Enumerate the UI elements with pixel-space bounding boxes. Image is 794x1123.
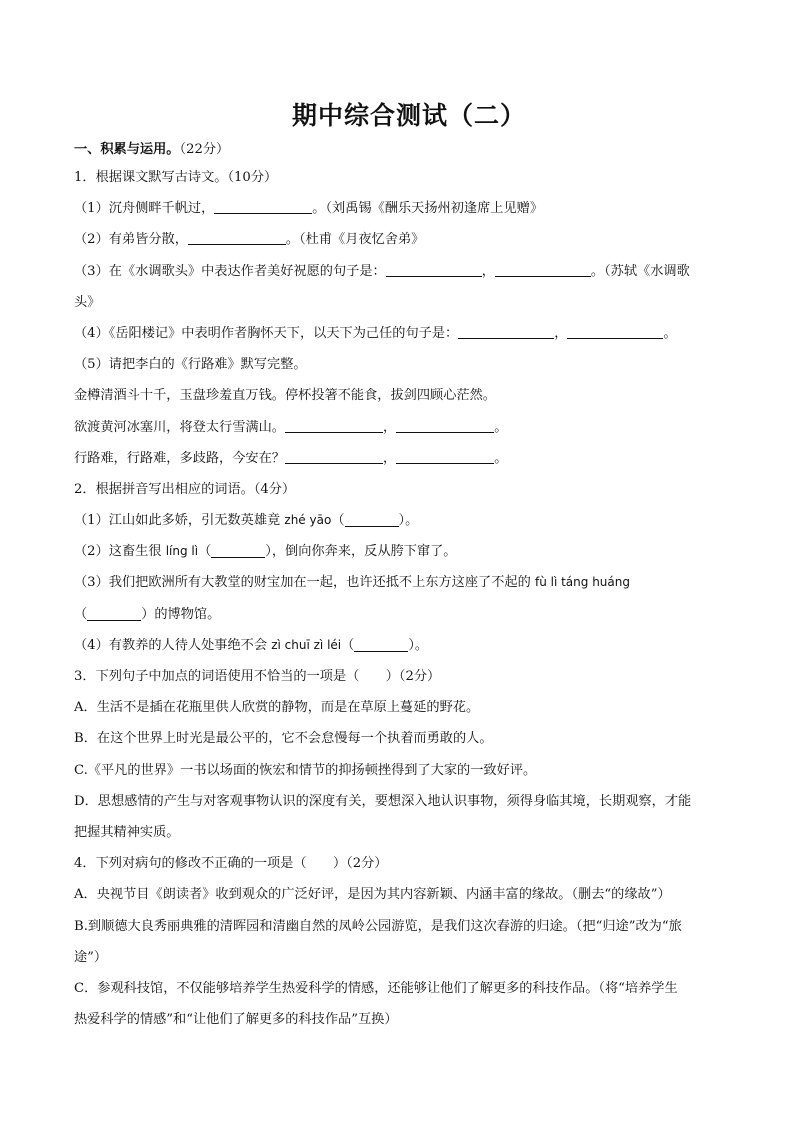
q1-item-3-cont: 头》 <box>74 294 101 310</box>
poem-line-2-end: 。 <box>494 419 508 435</box>
q2-item-2-close: ），倒向你奔来，反从胯下窜了。 <box>265 544 457 560</box>
q2-item-3-blank[interactable] <box>87 604 141 621</box>
q3-option-d[interactable]: D．思想感情的产生与对客观事物认识的深度有关，要想深入地认识事物，须得身临其境，长期观察，才能 <box>74 793 692 809</box>
q1-item-3-text-a: （3）在《水调歌头》中表达作者美好祝愿的句子是： <box>74 263 386 279</box>
q4-option-b-cont: 途”） <box>74 949 108 965</box>
page-title: 期中综合测试（二） <box>291 101 526 130</box>
q2-item-1-open: （ <box>331 513 345 529</box>
q2-item-2-text: （2）这畜生很 <box>74 544 166 560</box>
q1-item-4 <box>74 318 744 349</box>
poem-line-2-sep: ， <box>383 419 397 435</box>
poem-line-3-end: 。 <box>494 450 508 466</box>
poem-line-3 <box>74 443 744 474</box>
q3-stem: 3．下列句子中加点的词语使用不恰当的一项是（ ）（2分） <box>74 669 441 684</box>
q2-item-2-open: （ <box>198 544 212 560</box>
q2-item-3-pinyin: fù lì táng huáng <box>534 575 630 590</box>
q1-item-2-text-a: （2）有弟皆分散， <box>74 232 188 248</box>
q2-item-4-close: ）。 <box>408 637 429 653</box>
q1-item-1 <box>74 193 744 224</box>
poem-line-3-blank-2[interactable] <box>396 447 494 464</box>
q1-item-3-sep: ， <box>481 263 495 279</box>
q2-item-3-open: （ <box>74 606 88 622</box>
poem-line-2 <box>74 412 744 443</box>
q1-item-1-text-b: 。（刘禹锡《酬乐天扬州初逢席上见赠》 <box>312 201 544 217</box>
q1-item-3-blank-2[interactable] <box>495 260 591 277</box>
q3-option-a[interactable]: A．生活不是插在花瓶里供人欣赏的静物，而是在草原上蔓延的野花。 <box>74 700 480 716</box>
q2-item-4-pinyin: zì chuī zì léi <box>271 637 342 652</box>
q1-item-3 <box>74 256 744 287</box>
q1-item-1-text-a: （1）沉舟侧畔千帆过， <box>74 201 215 217</box>
q2-item-1-close: ）。 <box>398 513 419 529</box>
q3-option-c[interactable]: C.《平凡的世界》一书以场面的恢宏和情节的抑扬顿挫得到了大家的一致好评。 <box>74 762 537 778</box>
section-heading <box>74 138 744 162</box>
poem-line-1: 金樽清酒斗十千，玉盘珍羞直万钱。停杯投箸不能食，拔剑四顾心茫然。 <box>74 388 496 404</box>
q2-item-2-blank[interactable] <box>211 541 265 558</box>
q1-item-1-blank[interactable] <box>214 197 312 214</box>
poem-line-3-text: 行路难，行路难，多歧路，今安在？ <box>74 450 285 466</box>
q2-item-3-cont <box>74 599 744 630</box>
poem-line-3-blank-1[interactable] <box>285 447 383 464</box>
section-heading-text: 一、积累与运用。 <box>74 142 180 157</box>
q2-item-4-blank[interactable] <box>354 635 408 652</box>
poem-line-2-blank-2[interactable] <box>396 416 494 433</box>
poem-line-2-blank-1[interactable] <box>285 416 383 433</box>
q4-option-c[interactable]: C．参观科技馆，不仅能够培养学生热爱科学的情感，还能够让他们了解更多的科技作品。（将“培养学生 <box>74 980 678 996</box>
q3-option-b[interactable]: B．在这个世界上时光是最公平的，它不会怠慢每一个执着而勇敢的人。 <box>74 731 493 747</box>
q1-item-2 <box>74 224 744 255</box>
q1-item-4-sep: ， <box>554 325 568 341</box>
q2-item-1-text: （1）江山如此多娇，引无数英雄竟 <box>74 513 285 529</box>
q2-item-2 <box>74 536 744 567</box>
q1-item-4-blank-1[interactable] <box>458 322 554 339</box>
q1-item-3-blank-1[interactable] <box>386 260 482 277</box>
q4-stem: 4．下列对病句的修改不正确的一项是（ ）（2分） <box>74 856 388 872</box>
q2-stem: 2．根据拼音写出相应的词语。（4分） <box>74 481 296 497</box>
q1-item-2-blank[interactable] <box>188 228 286 245</box>
q2-item-4-text: （4）有教养的人待人处事绝不会 <box>74 637 272 653</box>
q1-item-4-text-c: 。 <box>663 325 677 341</box>
q1-item-4-text-a: （4）《岳阳楼记》中表明作者胸怀天下，以天下为己任的句子是： <box>74 325 459 341</box>
q2-item-1 <box>74 505 744 536</box>
q3-option-d-cont: 把握其精神实质。 <box>74 824 180 840</box>
q1-item-4-blank-2[interactable] <box>567 322 663 339</box>
q1-item-3-text-c: 。（苏轼《水调歌 <box>590 263 690 279</box>
q2-item-3 <box>74 567 744 598</box>
q2-item-3-text: （3）我们把欧洲所有大教堂的财宝加在一起，也许还抵不上东方这座了不起的 <box>74 575 535 591</box>
q2-item-4-open: （ <box>341 637 355 653</box>
q2-item-1-pinyin: zhé yāo <box>284 513 332 528</box>
q2-item-1-blank[interactable] <box>345 510 399 527</box>
section-score: （22分） <box>179 142 230 157</box>
q2-item-3-close: ）的博物馆。 <box>141 606 221 622</box>
poem-line-3-sep: ， <box>383 450 397 466</box>
q4-option-a[interactable]: A．央视节目《朗读者》收到观众的广泛好评，是因为其内容新颖、内涵丰富的缘故。（删去“的缘故”） <box>74 887 671 903</box>
q1-stem: 1．根据课文默写古诗文。（10分） <box>74 170 278 185</box>
q4-option-c-cont: 热爱科学的情感”和“让他们了解更多的科技作品”互换） <box>74 1012 398 1028</box>
poem-line-2-text: 欲渡黄河冰塞川，将登太行雪满山。 <box>74 419 285 435</box>
q4-option-b[interactable]: B.到顺德大良秀丽典雅的清晖园和清幽自然的凤岭公园游览，是我们这次春游的归途。（把“归途”改为“旅 <box>74 918 682 934</box>
q1-item-5: （5）请把李白的《行路难》默写完整。 <box>74 357 307 373</box>
q2-item-2-pinyin: líng lì <box>165 544 199 559</box>
q1-item-2-text-b: 。（杜甫《月夜忆舍弟》 <box>285 232 425 248</box>
q2-item-4 <box>74 630 744 661</box>
